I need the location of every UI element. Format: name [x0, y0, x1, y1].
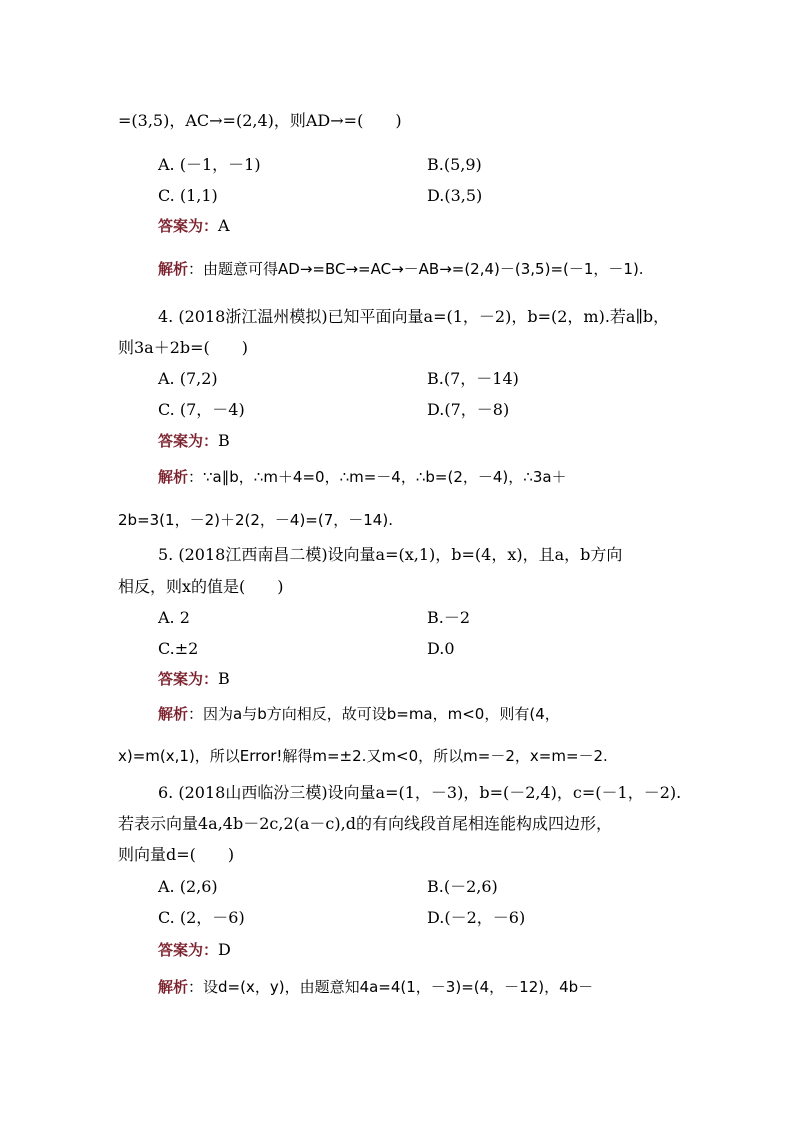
- q6-option-b: B.(－2,6): [427, 877, 498, 896]
- answer-value: B: [218, 431, 230, 450]
- answer-label: 答案为：: [158, 670, 219, 688]
- q6-stem-line-1: 6. (2018山西临汾三模)设向量a=(1，－3)，b=(－2,4)，c=(－1，－2).: [158, 783, 682, 802]
- q6-option-d: D.(－2，－6): [427, 908, 526, 927]
- q6-option-a: A. (2,6): [158, 877, 218, 896]
- q4-analysis-1: [158, 467, 567, 487]
- analysis-label: 解析: [158, 705, 189, 723]
- analysis-text: ：由题意可得AD→=BC→=AC→－AB→=(2,4)－(3,5)=(－1，－1).: [188, 260, 644, 278]
- q6-analysis: [158, 977, 593, 997]
- q5-option-c: C.±2: [158, 639, 199, 658]
- q3-option-a: A. (－1，－1): [158, 155, 261, 174]
- analysis-label: 解析: [158, 260, 189, 278]
- q5-stem-line-2: 相反，则x的值是( ): [118, 577, 284, 596]
- answer-value: B: [218, 669, 230, 688]
- q5-answer: [158, 669, 230, 689]
- q5-option-b: B.－2: [427, 608, 471, 627]
- q5-option-d: D.0: [427, 639, 455, 658]
- q3-option-d: D.(3,5): [427, 186, 483, 205]
- answer-value: A: [218, 216, 230, 235]
- analysis-text: ：因为a与b方向相反，故可设b=ma，m<0，则有(4，: [188, 705, 560, 723]
- q3-analysis: [158, 259, 644, 279]
- q6-answer: [158, 940, 231, 960]
- answer-label: 答案为：: [158, 432, 219, 450]
- answer-value: D: [218, 940, 231, 959]
- analysis-text: ：∵a∥b，∴m＋4=0，∴m=－4，∴b=(2，－4)，∴3a＋: [188, 468, 567, 486]
- q6-stem-line-3: 则向量d=( ): [118, 845, 235, 864]
- q5-analysis-1: [158, 704, 560, 724]
- q4-option-a: A. (7,2): [158, 369, 218, 388]
- analysis-text: ：设d=(x，y)，由题意知4a=4(1，－3)=(4，－12)，4b－: [188, 978, 594, 996]
- q3-option-c: C. (1,1): [158, 186, 218, 205]
- q4-analysis-2: 2b=3(1，－2)＋2(2，－4)=(7，－14).: [118, 511, 393, 529]
- analysis-label: 解析: [158, 978, 189, 996]
- q6-stem-line-2: 若表示向量4a,4b－2c,2(a－c),d的有向线段首尾相连能构成四边形，: [118, 814, 612, 833]
- q4-stem-line-2: 则3a＋2b=( ): [118, 338, 249, 357]
- q4-option-b: B.(7，－14): [427, 369, 519, 388]
- q3-answer: [158, 216, 230, 236]
- answer-label: 答案为：: [158, 941, 219, 959]
- q3-option-b: B.(5,9): [427, 155, 482, 174]
- q4-option-c: C. (7，－4): [158, 400, 245, 419]
- q4-answer: [158, 431, 230, 451]
- q5-analysis-2: x)=m(x,1)，所以Error!解得m=±2.又m<0，所以m=－2，x=m=－2.: [118, 747, 608, 765]
- q4-stem-line-1: 4. (2018浙江温州模拟)已知平面向量a=(1，－2)，b=(2，m).若a∥b，: [158, 307, 670, 326]
- q4-option-d: D.(7，－8): [427, 400, 510, 419]
- analysis-label: 解析: [158, 468, 189, 486]
- q5-stem-line-1: 5. (2018江西南昌二模)设向量a=(x,1)，b=(4，x)，且a，b方向: [158, 545, 623, 564]
- answer-label: 答案为：: [158, 217, 219, 235]
- q5-option-a: A. 2: [158, 608, 190, 627]
- q3-stem-line: =(3,5)，AC→=(2,4)，则AD→=( ): [118, 111, 402, 130]
- q6-option-c: C. (2，－6): [158, 908, 245, 927]
